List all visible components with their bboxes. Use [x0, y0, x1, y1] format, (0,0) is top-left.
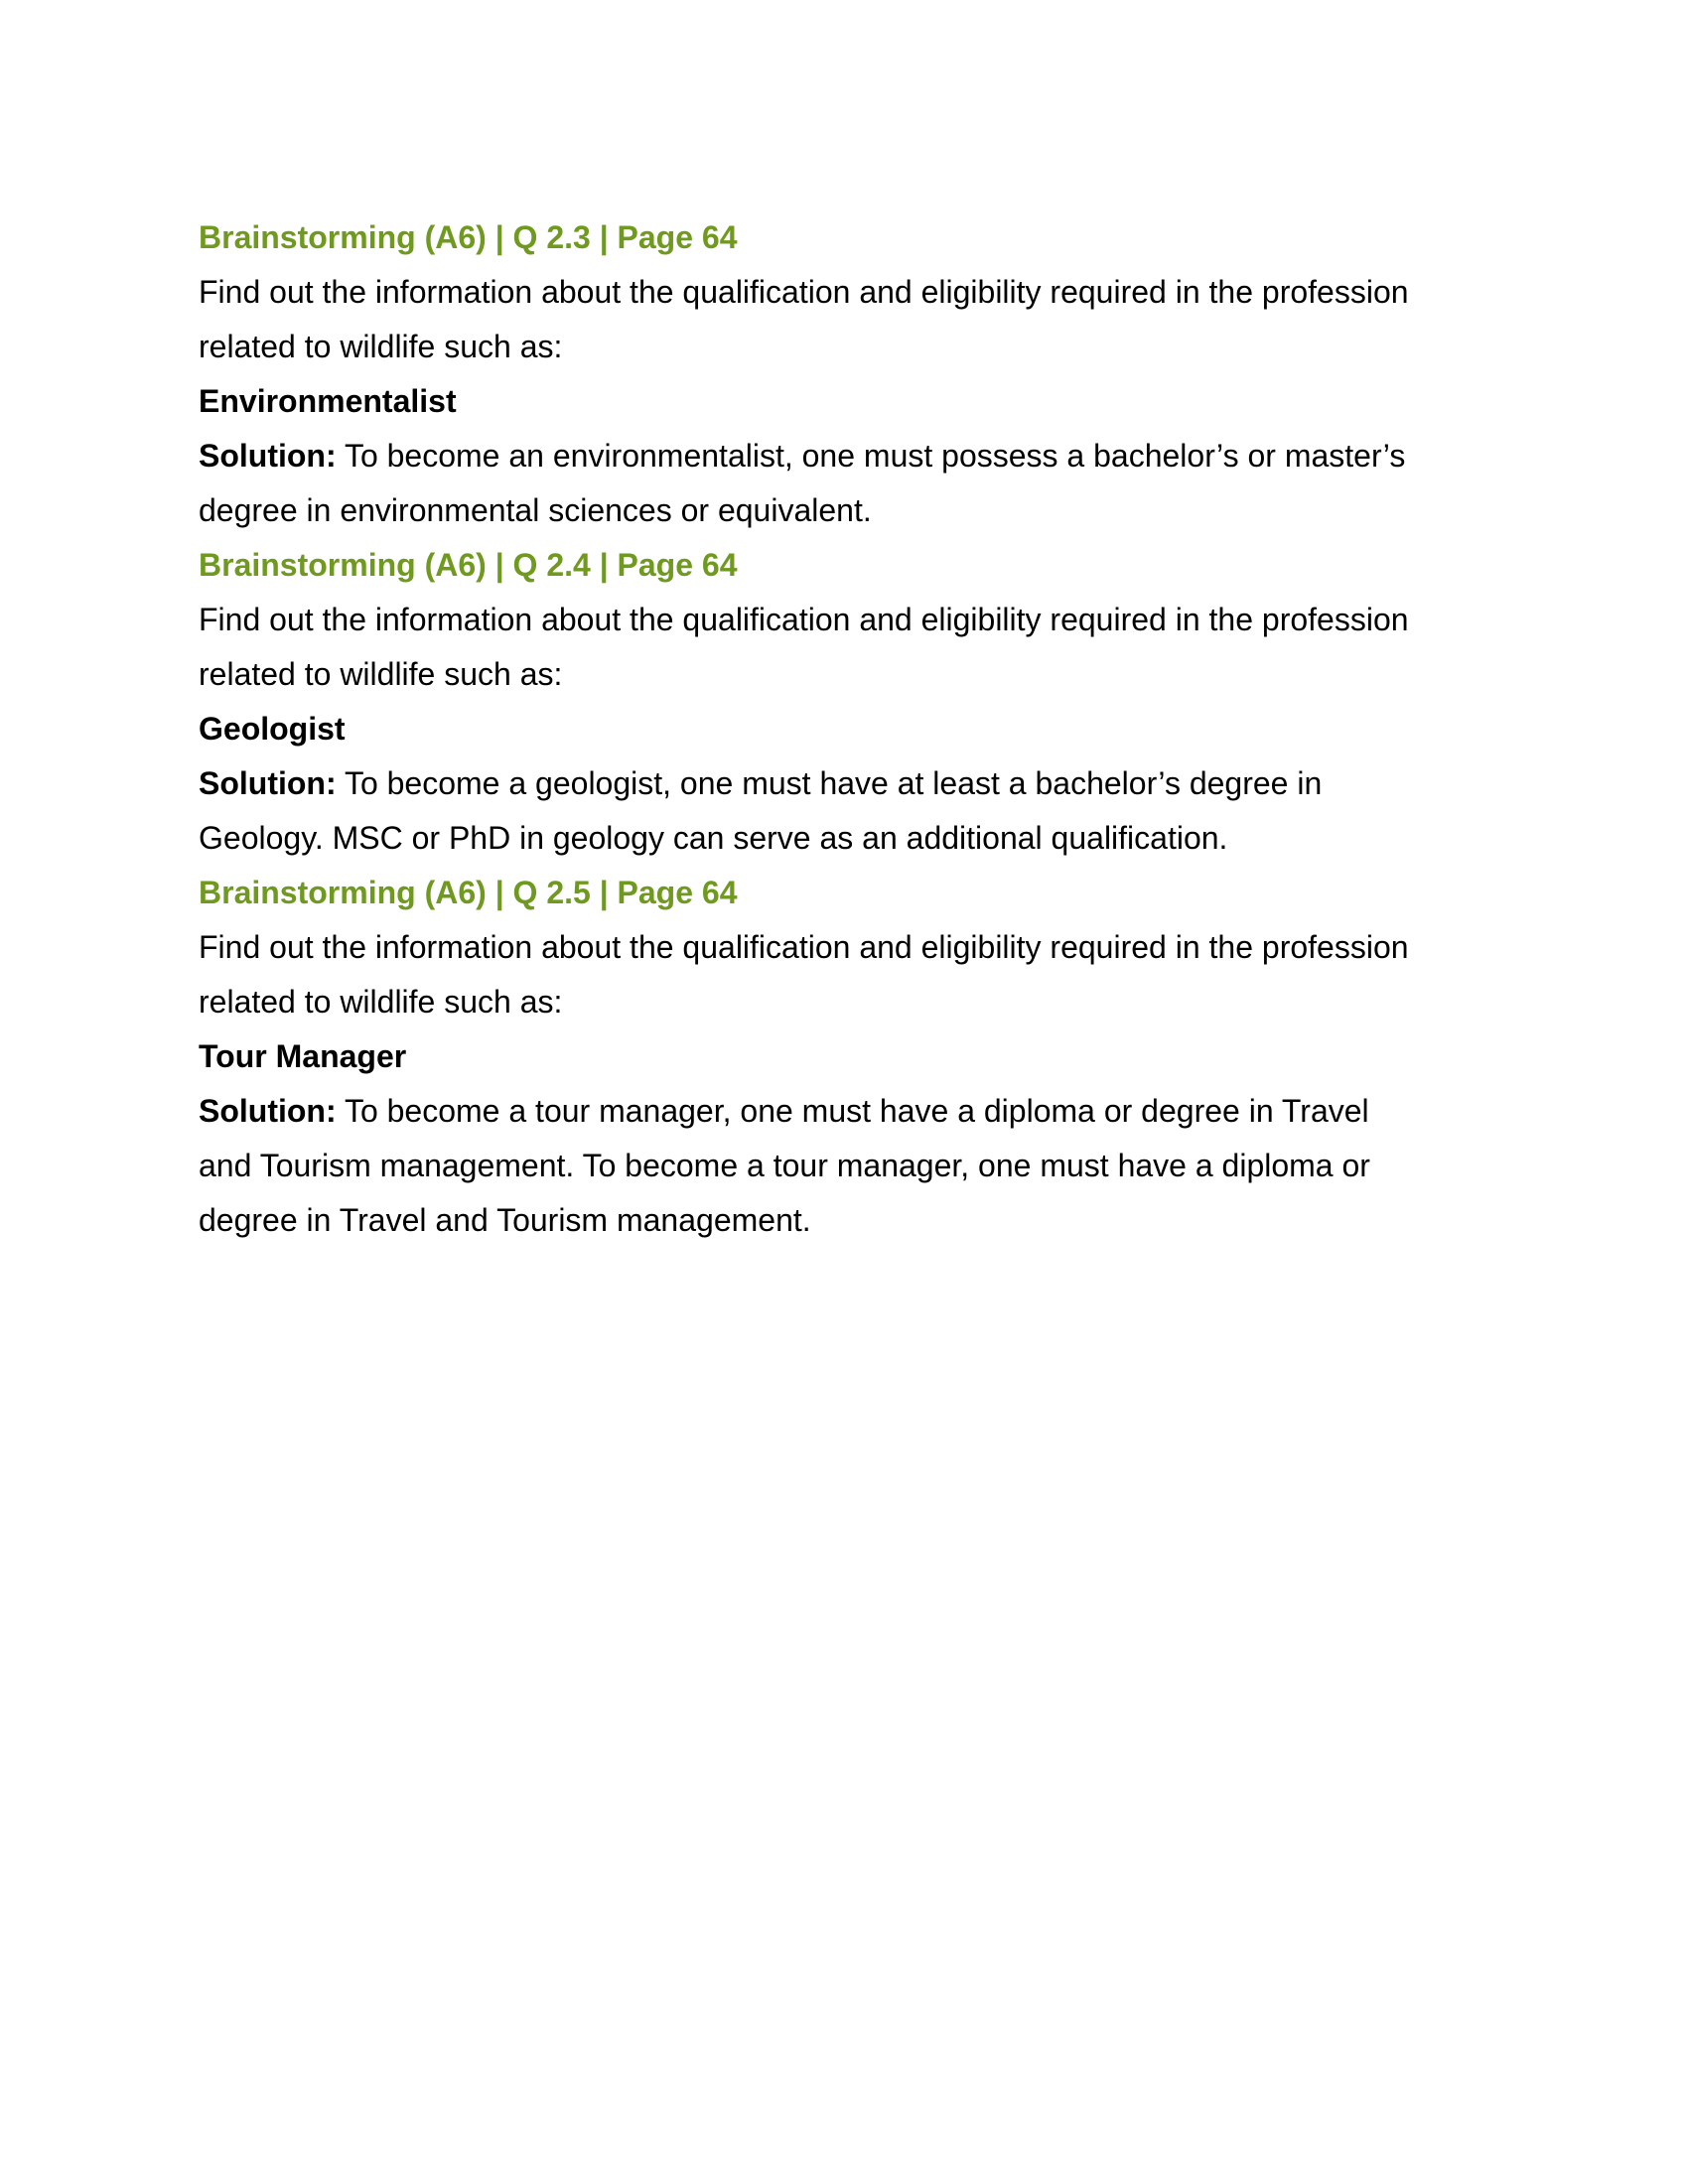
- section-heading: Brainstorming (A6) | Q 2.4 | Page 64: [199, 547, 738, 583]
- solution-text: To become an environmentalist, one must possess a bachelor’s or master’s: [336, 438, 1406, 474]
- profession-title: Tour Manager: [199, 1038, 407, 1074]
- solution-line: Geology. MSC or PhD in geology can serve as an additional qualification.: [199, 820, 1228, 856]
- solution-label: Solution:: [199, 1093, 337, 1129]
- section-heading: Brainstorming (A6) | Q 2.3 | Page 64: [199, 219, 738, 255]
- profession-title: Environmentalist: [199, 383, 457, 419]
- question-text-line: related to wildlife such as:: [199, 984, 563, 1020]
- solution-line: [199, 429, 1489, 483]
- question-text-line: related to wildlife such as:: [199, 656, 563, 692]
- profession-title: Geologist: [199, 711, 346, 747]
- solution-label: Solution:: [199, 438, 337, 474]
- solution-line: degree in Travel and Tourism management.: [199, 1202, 811, 1238]
- solution-line: [199, 756, 1489, 811]
- question-text-line: related to wildlife such as:: [199, 329, 563, 364]
- solution-line: and Tourism management. To become a tour manager, one must have a diploma or: [199, 1148, 1370, 1183]
- question-section: [199, 538, 1489, 866]
- question-section: [199, 866, 1489, 1248]
- solution-line: degree in environmental sciences or equivalent.: [199, 492, 872, 528]
- question-text-line: Find out the information about the qualification and eligibility required in the profession: [199, 274, 1409, 310]
- solution-line: [199, 1084, 1489, 1139]
- question-section: [199, 210, 1489, 538]
- section-heading: Brainstorming (A6) | Q 2.5 | Page 64: [199, 875, 738, 910]
- question-text-line: Find out the information about the qualification and eligibility required in the profession: [199, 929, 1409, 965]
- solution-text: To become a geologist, one must have at least a bachelor’s degree in: [336, 765, 1323, 801]
- solution-label: Solution:: [199, 765, 337, 801]
- solution-text: To become a tour manager, one must have a diploma or degree in Travel: [336, 1093, 1369, 1129]
- document-page: [199, 210, 1489, 1248]
- question-text-line: Find out the information about the qualification and eligibility required in the profession: [199, 602, 1409, 637]
